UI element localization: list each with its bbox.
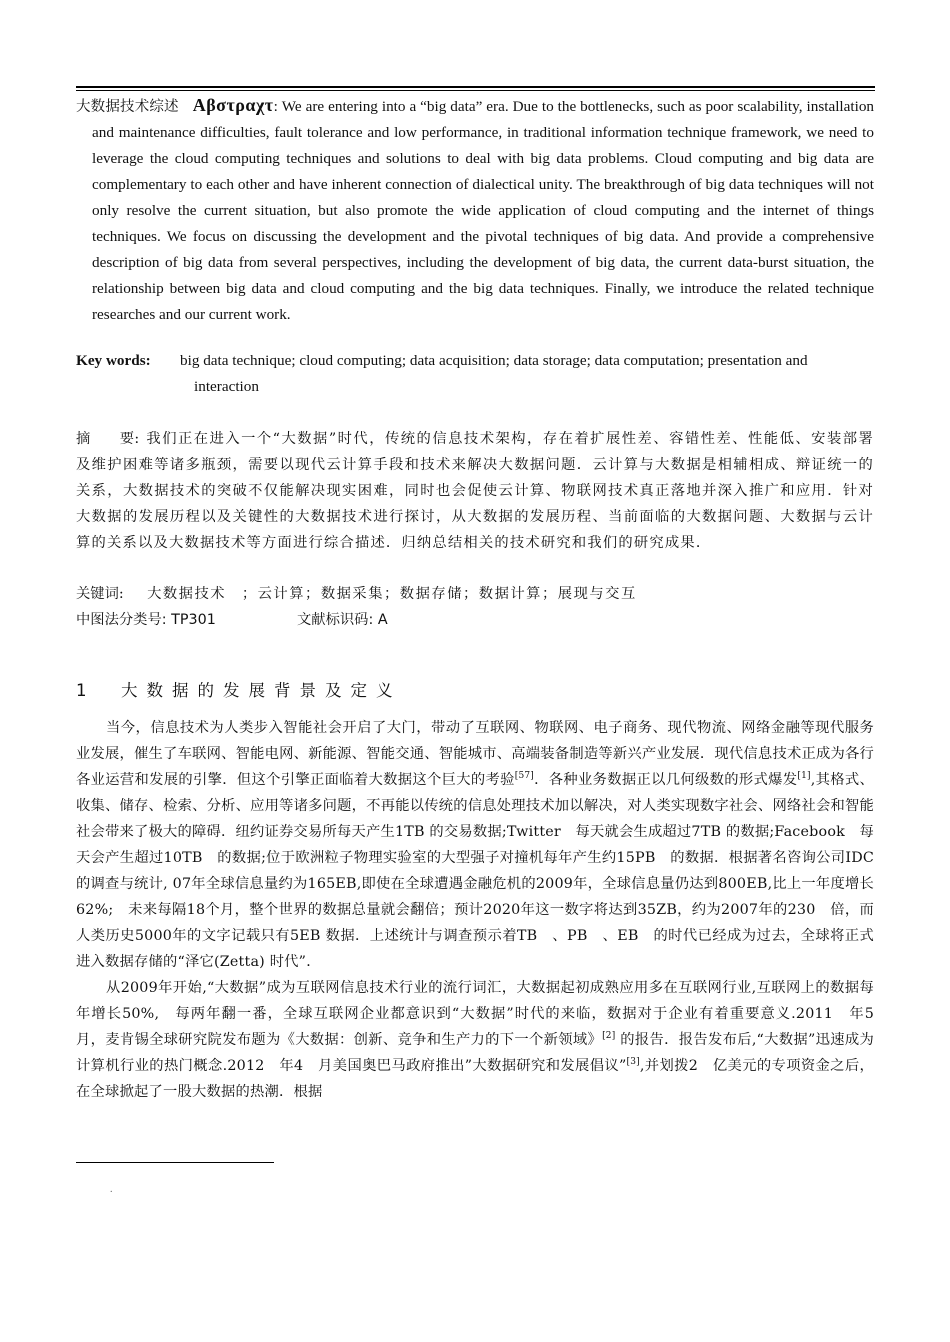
paper-title: 大数据技术综述 [76, 99, 179, 115]
citation-3[interactable]: [3] [626, 1057, 640, 1068]
document-code: 文献标识码: A [297, 612, 388, 628]
citation-2[interactable]: [2] [602, 1031, 616, 1042]
section-heading: 1 大数据的发展背景及定义 [76, 681, 402, 700]
cn-keywords-text: 大数据技术 ；云计算；数据采集；数据存储；数据计算；展现与交互 [147, 586, 637, 602]
paragraph-2 [76, 975, 889, 1105]
keywords-line1: big data technique; cloud computing; data acquisition; data storage; data computation; presentation and [180, 352, 808, 369]
citation-1[interactable]: [1] [797, 771, 811, 782]
abstract-text: We are entering into a “big data” era. Due to the bottlenecks, such as poor scalability, installation and maintenance difficulties, fault tolerance and low performance, in traditional information technique framework, we need to leverage the cloud computing techniques and solutions to deal with big data problems. Cloud computing and big data are complementary to each other and have inherent connection of dialectical unity. The breakthrough of big data techniques will not only resolve the current situation, but also promote the wide application of cloud computing and the internet of things techniques. We focus on discussing the development and the pivotal techniques of big data. And provide a comprehensive description of big data from several perspectives, including the development of big data, the current data-burst situation, the relationship between big data and cloud computing and the big data techniques. Finally, we introduce the related technique researches and our current work. [92, 98, 875, 323]
keywords-label: Key words [76, 352, 146, 369]
cn-keywords-label: 关键词 [76, 586, 119, 602]
english-abstract: 大数据技术综述 Αβστραχτ: We are entering into a “big data” era. Due to the bottlenecks, such as poor scalability, installation and maintenance difficulties, fault tolerance and low performance, in traditional information technique framework, we need to leverage the cloud computing techniques and solutions to deal with big data problems. Cloud computing and big data are complementary to each other and have inherent connection of dialectical unity. The breakthrough of big data techniques will not only resolve the current situation, but also promote the wide application of cloud computing and the internet of things techniques. We focus on discussing the development and the pivotal techniques of big data. And provide a comprehensive description of big data from several perspectives, including the development of big data, the current data-burst situation, the relationship between big data and cloud computing and the big data techniques. Finally, we introduce the related technique researches and our current work. [76, 95, 875, 323]
top-rule-thin [76, 90, 875, 91]
p1-part-a: 当今，信息技术为人类步入智能社会开启了大门，带动了互联网、物联网、电子商务、现代物流、网络金融等现代服务业发展，催生了车联网、智能电网、新能源、智能交通、智能城市、高端装备制造等新兴产业发展．现代信息技术正成为各行各业运营和发展的引擎．但这个引擎正面临着大数据这个巨大的考验 [76, 720, 874, 788]
paragraph-1 [76, 715, 874, 975]
p2-part-b: 的报告．报告发布后,“大数据”迅速成为计算机行业的热门概念.2012 年4 月美国奥巴马政府推出”大数据研究和发展倡议” [76, 1032, 874, 1074]
keywords-line2: interaction [194, 378, 259, 395]
abstract-label: Αβστραχτ [192, 95, 274, 115]
cn-abstract-label: 摘 要 [76, 431, 135, 447]
p2-part-a: 从2009年开始,“大数据”成为互联网信息技术行业的流行词汇，大数据起初成熟应用多在互联网行业,互联网上的数据每年增长50%, 每两年翻一番，全球互联网企业都意识到“大数据”时代的来临，数据对于企业有着重要意义.2011 年5 月，麦肯锡全球研究院发布题为《大数据：创新、竞争和生产力的下一个新领域》 [76, 980, 889, 1048]
classification-line [76, 607, 874, 633]
footnote-rule [76, 1162, 274, 1163]
section-body [76, 715, 889, 1105]
clc-number: 中图法分类号: TP301 [76, 612, 216, 628]
english-keywords: Key words: big data technique; cloud computing; data acquisition; data storage; data computation; presentation and interaction [76, 348, 874, 400]
cn-abstract-text: 我们正在进入一个“大数据”时代，传统的信息技术架构，存在着扩展性差、容错性差、性能低、安装部署及维护困难等诸多瓶颈，需要以现代云计算手段和技术来解决大数据问题．云计算与大数据是相辅相成、辩证统一的关系，大数据技术的突破不仅能解决现实困难，同时也会促使云计算、物联网技术真正落地并深入推广和应用．针对大数据的发展历程以及关键性的大数据技术进行探讨，从大数据的发展历程、当前面临的大数据问题、大数据与云计算的关系以及大数据技术等方面进行综合描述．归纳总结相关的技术研究和我们的研究成果． [76, 431, 875, 551]
p1-part-b: ．各种业务数据正以几何级数的形式爆发 [534, 772, 798, 788]
p1-part-c: ,其格式、收集、储存、检索、分析、应用等诸多问题，不再能以传统的信息处理技术加以解决，对人类实现数字社会、网络社会和智能社会带来了极大的障碍．纽约证券交易所每天产生1TB 的交易数据;Twitter 每天就会生成超过7TB 的数据;Facebook 每天会产生超过10TB 的数据;位于欧洲粒子物理实验室的大型强子对撞机每年产生约15PB 的数据．根据著名咨询公司IDC 的调查与统计, 07年全球信息量约为165EB,即使在全球遭遇金融危机的2009年，全球信息量仍达到800EB,比上一年度增长62%; 未来每隔18个月，整个世界的数据总量就会翻倍；预计2020年这一数字将达到35ZB，约为2007年的230 倍，而人类历史5000年的文字记载只有5EB 数据．上述统计与调查预示着TB 、PB 、EB 的时代已经成为过去，全球将正式进入数据存储的“泽它(Zetta) 时代”． [76, 772, 874, 970]
citation-57[interactable]: [57] [514, 771, 535, 782]
chinese-keywords: 关键词: 大数据技术 ；云计算；数据采集；数据存储；数据计算；展现与交互 [76, 586, 637, 602]
top-rule-thick [76, 86, 875, 88]
footnote-dot: . [110, 1184, 113, 1195]
chinese-abstract: 摘 要: 我们正在进入一个“大数据”时代，传统的信息技术架构，存在着扩展性差、容错性差、性能低、安装部署及维护困难等诸多瓶颈，需要以现代云计算手段和技术来解决大数据问题．云计算与大数据是相辅相成、辩证统一的关系，大数据技术的突破不仅能解决现实困难，同时也会促使云计算、物联网技术真正落地并深入推广和应用．针对大数据的发展历程以及关键性的大数据技术进行探讨，从大数据的发展历程、当前面临的大数据问题、大数据与云计算的关系以及大数据技术等方面进行综合描述．归纳总结相关的技术研究和我们的研究成果． [76, 431, 875, 551]
p2-part-c: ,并划拨2 亿美元的专项资金之后，在全球掀起了一股大数据的热潮．根据 [76, 1058, 874, 1100]
